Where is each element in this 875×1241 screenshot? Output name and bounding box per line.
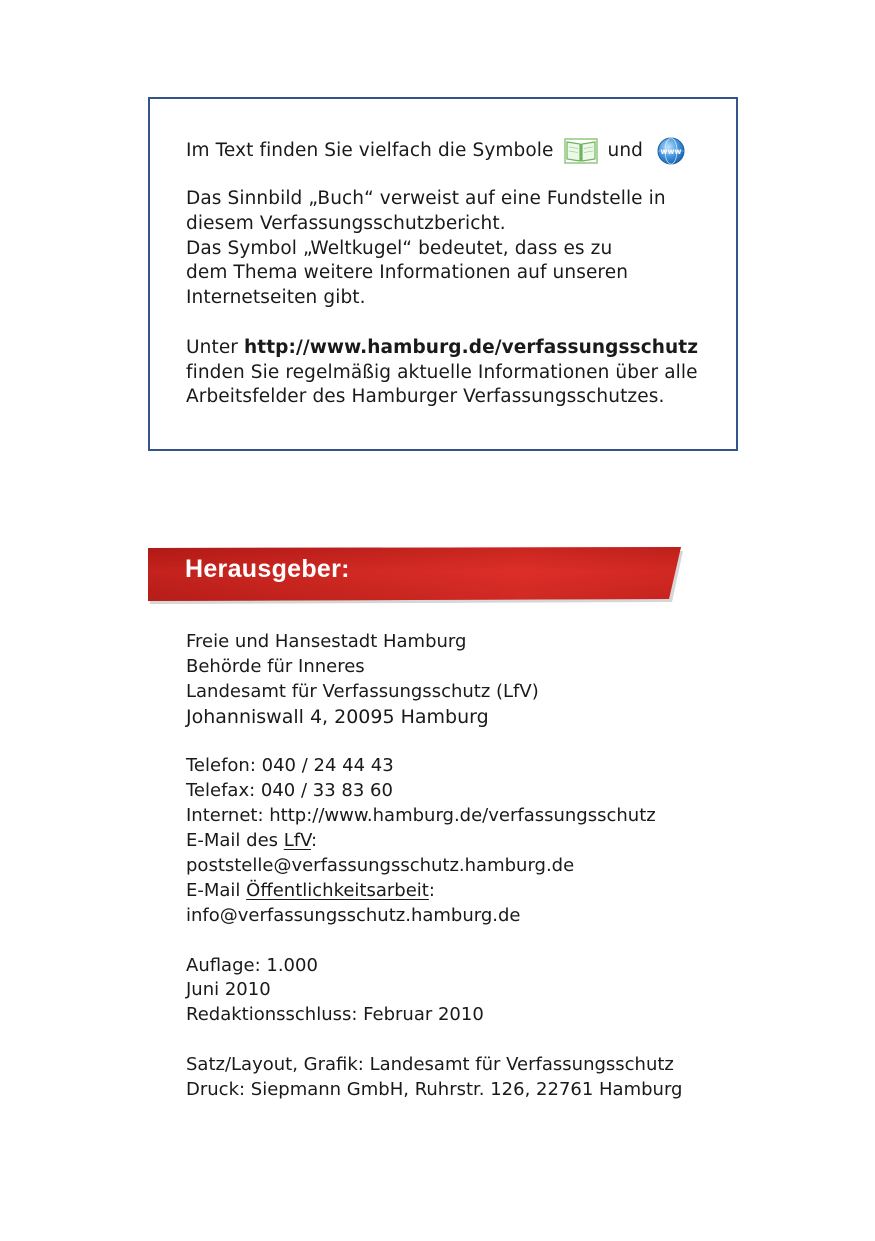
para1-line5: Internetseiten gibt. — [186, 287, 366, 309]
email-lfv-prefix: E-Mail des — [186, 830, 284, 852]
email-lfv-address[interactable]: poststelle@verfassungsschutz.hamburg.de — [186, 855, 575, 877]
spacer — [186, 1028, 786, 1053]
print-credit: Druck: Siepmann GmbH, Ruhrstr. 126, 22761 Hamburg — [186, 1078, 683, 1100]
intro-and: und — [607, 139, 643, 161]
para1-line3: Das Symbol „Weltkugel“ bedeutet, dass es zu — [186, 237, 613, 259]
pr-label: Öffentlichkeitsarbeit — [246, 879, 429, 901]
www-globe-icon — [657, 137, 685, 165]
email-pr-label — [186, 879, 786, 904]
book-icon — [564, 138, 598, 164]
info-text — [186, 137, 726, 410]
banner-title: Herausgeber: — [185, 555, 350, 583]
org-line-2: Behörde für Inneres — [186, 655, 365, 677]
para2-line2: finden Sie regelmäßig aktuelle Informationen über alle — [186, 361, 698, 383]
svg-text:www: www — [660, 147, 682, 156]
website-link[interactable]: http://www.hamburg.de/verfassungsschutz — [244, 336, 699, 358]
lfv-abbr: LfV — [283, 830, 311, 852]
intro-prefix: Im Text finden Sie vielfach die Symbole — [186, 139, 554, 161]
email-pr-address[interactable]: info@verfassungsschutz.hamburg.de — [186, 904, 521, 926]
deadline: Redaktionsschluss: Februar 2010 — [186, 1004, 484, 1026]
info-box — [148, 97, 738, 451]
publisher-banner — [148, 547, 688, 607]
fax: Telefax: 040 / 33 83 60 — [186, 780, 393, 802]
email-lfv-label — [186, 829, 786, 854]
publisher-details — [186, 630, 786, 1103]
email-pr-suffix: : — [428, 879, 435, 901]
internet: Internet: http://www.hamburg.de/verfassungsschutz — [186, 805, 656, 827]
para2-line1 — [186, 336, 726, 361]
para1-line4: dem Thema weitere Informationen auf unseren — [186, 262, 629, 284]
email-lfv-suffix: : — [310, 830, 318, 852]
phone: Telefon: 040 / 24 44 43 — [186, 755, 394, 777]
spacer — [186, 929, 786, 954]
edition: Auflage: 1.000 — [186, 954, 318, 976]
spacer — [186, 730, 786, 755]
para2-line3: Arbeitsfelder des Hamburger Verfassungsschutzes. — [186, 386, 665, 408]
spacer — [186, 311, 726, 336]
address: Johanniswall 4, 20095 Hamburg — [186, 705, 489, 728]
org-line-3: Landesamt für Verfassungsschutz (LfV) — [186, 680, 539, 702]
org-line-1: Freie und Hansestadt Hamburg — [186, 631, 467, 652]
para1-line2: diesem Verfassungsschutzbericht. — [186, 212, 506, 234]
date: Juni 2010 — [186, 979, 271, 1001]
layout-credit: Satz/Layout, Grafik: Landesamt für Verfassungsschutz — [186, 1054, 674, 1076]
symbols-intro — [186, 137, 726, 165]
email-pr-prefix: E-Mail — [186, 879, 247, 901]
para2-prefix: Unter — [186, 336, 239, 358]
para1-line1: Das Sinnbild „Buch“ verweist auf eine Fundstelle in — [186, 188, 666, 209]
